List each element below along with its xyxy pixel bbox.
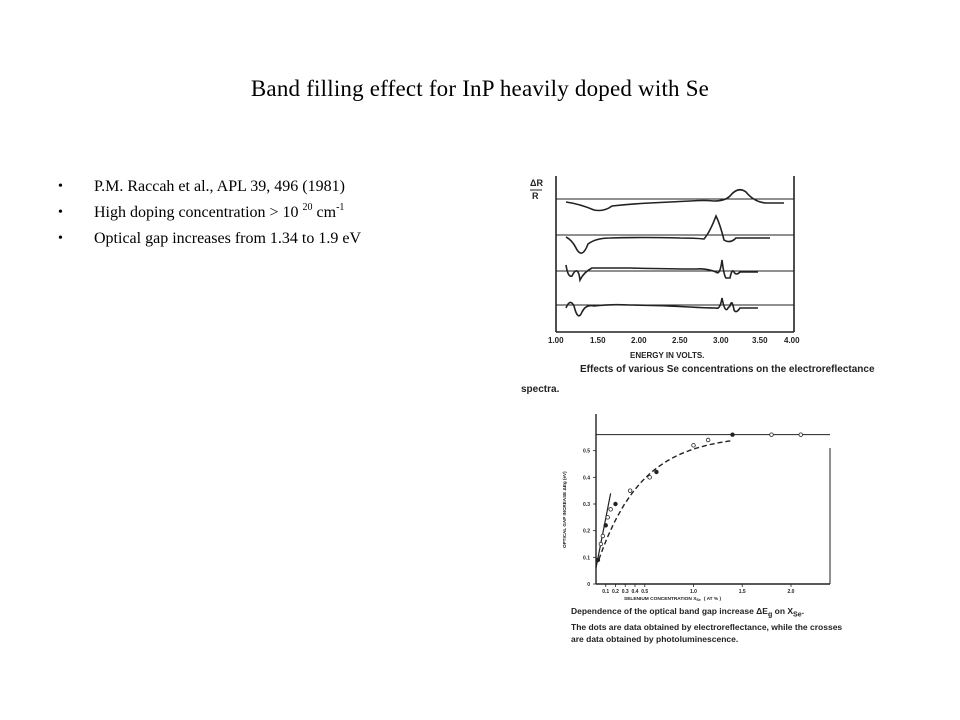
gap-xlabel: [624, 596, 722, 602]
er-x-tick: 1.50: [590, 336, 606, 345]
data-point: [604, 524, 608, 528]
y-tick-label: 0: [587, 582, 590, 588]
spectrum-trace-1: [566, 190, 784, 211]
x-tick-label: 0.4: [631, 589, 639, 595]
bullet-gap: [58, 228, 361, 254]
data-point: [770, 433, 774, 437]
gap-caption: [571, 605, 871, 645]
data-point: [601, 534, 605, 538]
x-tick-label: 0.1: [602, 589, 610, 595]
data-point: [731, 433, 735, 437]
bullet-text: Optical gap increases from 1.34 to 1.9 eV: [94, 230, 362, 247]
er-xlabel: ENERGY IN VOLTS.: [630, 351, 705, 360]
x-tick-label: 0.2: [612, 589, 619, 595]
bullet-doping: [58, 202, 361, 228]
gap-xlabel-sub: Se: [696, 598, 701, 603]
y-tick-label: 0.4: [583, 475, 590, 482]
gap-xlabel-text: SELENIUM CONCENTRATION X: [624, 597, 697, 602]
data-point: [596, 558, 600, 562]
x-tick-label: 0.3: [621, 589, 629, 595]
gap-caption-text: Dependence of the optical band gap increase ΔE: [571, 606, 768, 616]
gap-caption-line1: Dependence of the optical band gap increase $\Delta E_g$ on $X_{Se}$.: [571, 606, 805, 619]
data-point: [706, 438, 710, 442]
data-point: [628, 489, 632, 493]
spectrum-trace-3: [566, 260, 758, 280]
data-point: [692, 444, 696, 448]
y-ticks: [583, 449, 596, 588]
bullet-text: High doping concentration > 10: [94, 204, 303, 221]
er-x-tick: 2.00: [631, 336, 647, 345]
gap-caption-tail: on X: [772, 606, 794, 616]
data-point: [614, 502, 618, 506]
bullet-marker: •: [58, 231, 63, 246]
bullet-marker: •: [58, 179, 63, 194]
data-point: [606, 516, 610, 520]
y-tick-label: 0.5: [583, 448, 590, 455]
unit-text: cm: [312, 204, 337, 221]
exponent: 20: [302, 202, 313, 213]
bullet-list: [58, 176, 361, 254]
gap-caption-sub: g: [767, 610, 773, 619]
gap-caption-line3: are data obtained by photoluminescence.: [571, 633, 739, 644]
spectrum-trace-4: [566, 298, 758, 316]
y-tick-label: 0.2: [583, 528, 590, 535]
data-point: [799, 433, 803, 437]
gap-increase-chart: [548, 408, 848, 606]
y-tick-label: 0.3: [583, 502, 590, 508]
er-x-tick: 1.00: [548, 336, 564, 345]
bullet-marker: •: [58, 205, 63, 220]
data-points: [596, 433, 802, 562]
bullet-text: P.M. Raccah et al., APL 39, 496 (1981): [94, 178, 345, 195]
gap-caption-line2: The dots are data obtained by electroreflectance, while the crosses: [571, 621, 843, 632]
er-caption-line2: spectra.: [521, 384, 560, 395]
data-point: [599, 542, 603, 546]
bullet-reference: [58, 176, 361, 202]
data-point: [648, 476, 652, 480]
x-tick-label: 2.0: [787, 589, 795, 595]
er-ylabel-top: ΔR: [530, 178, 543, 188]
x-ticks: [602, 584, 794, 595]
unit-exponent: -1: [336, 202, 345, 213]
er-x-tick: 3.50: [752, 336, 768, 345]
data-point: [609, 508, 613, 512]
slide-title: Band filling effect for InP heavily doped with Se: [250, 76, 710, 101]
er-x-tick: 2.50: [672, 336, 688, 345]
y-tick-label: 0.1: [583, 555, 590, 562]
x-tick-label: 1.5: [738, 589, 746, 595]
er-x-ticks: [548, 336, 800, 345]
er-caption-line1: Effects of various Se concentrations on the electroreflectance: [580, 364, 875, 375]
gap-xlabel-unit: ( AT % ): [703, 597, 722, 602]
er-x-tick: 3.00: [713, 336, 729, 345]
er-ylabel-bottom: R: [532, 191, 539, 201]
gap-caption-sub2: Se: [793, 610, 802, 619]
electroreflectance-figure: [520, 168, 820, 364]
data-point: [655, 470, 659, 474]
gap-ylabel: OPTICAL GAP INCREASE ΔEg (eV): [562, 471, 567, 548]
linear-fit-line: [596, 493, 611, 568]
fit-curve: [599, 441, 733, 560]
x-tick-label: 1.0: [690, 589, 697, 595]
er-x-tick: 4.00: [784, 336, 800, 345]
x-tick-label: 0.5: [641, 589, 649, 595]
